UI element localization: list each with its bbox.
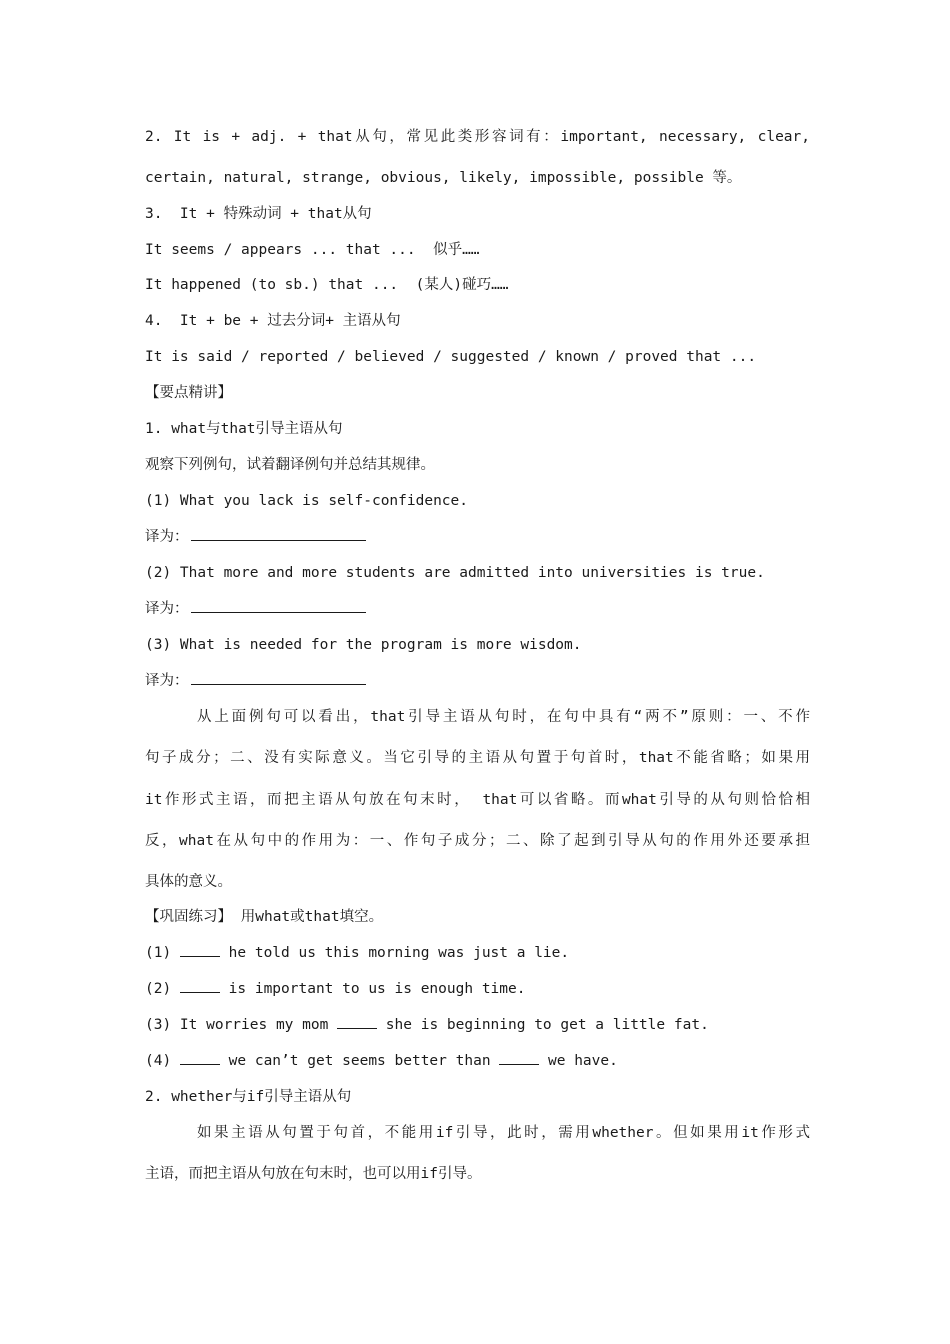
practice-item-2 xyxy=(145,979,810,999)
rule3-example-1: It seems / appears ... that ... 似乎…… xyxy=(145,242,480,258)
item-number: (1) xyxy=(145,945,180,961)
fill-blank[interactable] xyxy=(180,1052,220,1065)
fill-blank[interactable] xyxy=(499,1052,539,1065)
example-sentence-2: (2) That more and more students are admitted into universities is true. xyxy=(145,565,765,581)
fill-blank[interactable] xyxy=(180,944,220,957)
fill-blank[interactable] xyxy=(180,980,220,993)
item-number: (2) xyxy=(145,981,180,997)
section-1-heading: 1. what与that引导主语从句 xyxy=(145,421,343,437)
whether-para-line-2: 主语，而把主语从句放在句末时，也可以用if引导。 xyxy=(145,1166,482,1182)
explanation-line-2: 句子成分；二、没有实际意义。当它引导的主语从句置于句首时，that不能省略；如果用 xyxy=(145,750,810,766)
rule2-line1: 2. It is + adj. + that从句，常见此类形容词有：important, necessary, clear, xyxy=(145,129,810,145)
rule3-example-2: It happened (to sb.) that ... (某人)碰巧…… xyxy=(145,277,509,293)
example-sentence-1: (1) What you lack is self-confidence. xyxy=(145,493,469,509)
translation-line-1 xyxy=(145,527,810,547)
rule4-example-1: It is said / reported / believed / suggested / known / proved that ... xyxy=(145,349,757,365)
translation-label: 译为： xyxy=(145,529,189,545)
translation-line-2 xyxy=(145,599,810,619)
practice-title: 【巩固练习】 用what或that填空。 xyxy=(145,909,384,925)
translation-label: 译为： xyxy=(145,673,189,689)
practice-item-4 xyxy=(145,1051,810,1071)
item-number: (3) It worries my mom xyxy=(145,1017,338,1033)
translation-blank[interactable] xyxy=(191,528,366,541)
instruction-text: 观察下列例句，试着翻译例句并总结其规律。 xyxy=(145,457,435,473)
translation-label: 译为： xyxy=(145,601,189,617)
practice-item-1 xyxy=(145,943,810,963)
item-text: we can’t get seems better than xyxy=(219,1053,500,1069)
translation-blank[interactable] xyxy=(191,600,366,613)
fill-blank[interactable] xyxy=(337,1016,377,1029)
item-text: he told us this morning was just a lie. xyxy=(219,945,570,961)
explanation-line-4: 反，what在从句中的作用为：一、作句子成分；二、除了起到引导从句的作用外还要承担 xyxy=(145,833,810,849)
explanation-line-1: 从上面例句可以看出，that引导主语从句时，在句中具有“两不”原则：一、不作 xyxy=(197,709,810,725)
explanation-line-3: it作形式主语，而把主语从句放在句末时， that可以省略。而what引导的从句则恰恰相 xyxy=(145,792,810,808)
key-points-title: 【要点精讲】 xyxy=(145,385,232,401)
section-2-heading: 2. whether与if引导主语从句 xyxy=(145,1089,352,1105)
translation-blank[interactable] xyxy=(191,672,366,685)
whether-para-line-1: 如果主语从句置于句首，不能用if引导，此时，需用whether。但如果用it作形式 xyxy=(197,1125,810,1141)
rule3-heading: 3. It + 特殊动词 + that从句 xyxy=(145,206,372,222)
rule4-heading: 4. It + be + 过去分词+ 主语从句 xyxy=(145,313,401,329)
item-number: (4) xyxy=(145,1053,180,1069)
item-text: we have. xyxy=(539,1053,618,1069)
item-text: is important to us is enough time. xyxy=(219,981,526,997)
practice-item-3 xyxy=(145,1015,810,1035)
rule2-line2: certain, natural, strange, obvious, likely, impossible, possible 等。 xyxy=(145,170,742,186)
example-sentence-3: (3) What is needed for the program is more wisdom. xyxy=(145,637,582,653)
translation-line-3 xyxy=(145,671,810,691)
explanation-line-5: 具体的意义。 xyxy=(145,874,232,890)
item-text: she is beginning to get a little fat. xyxy=(377,1017,709,1033)
